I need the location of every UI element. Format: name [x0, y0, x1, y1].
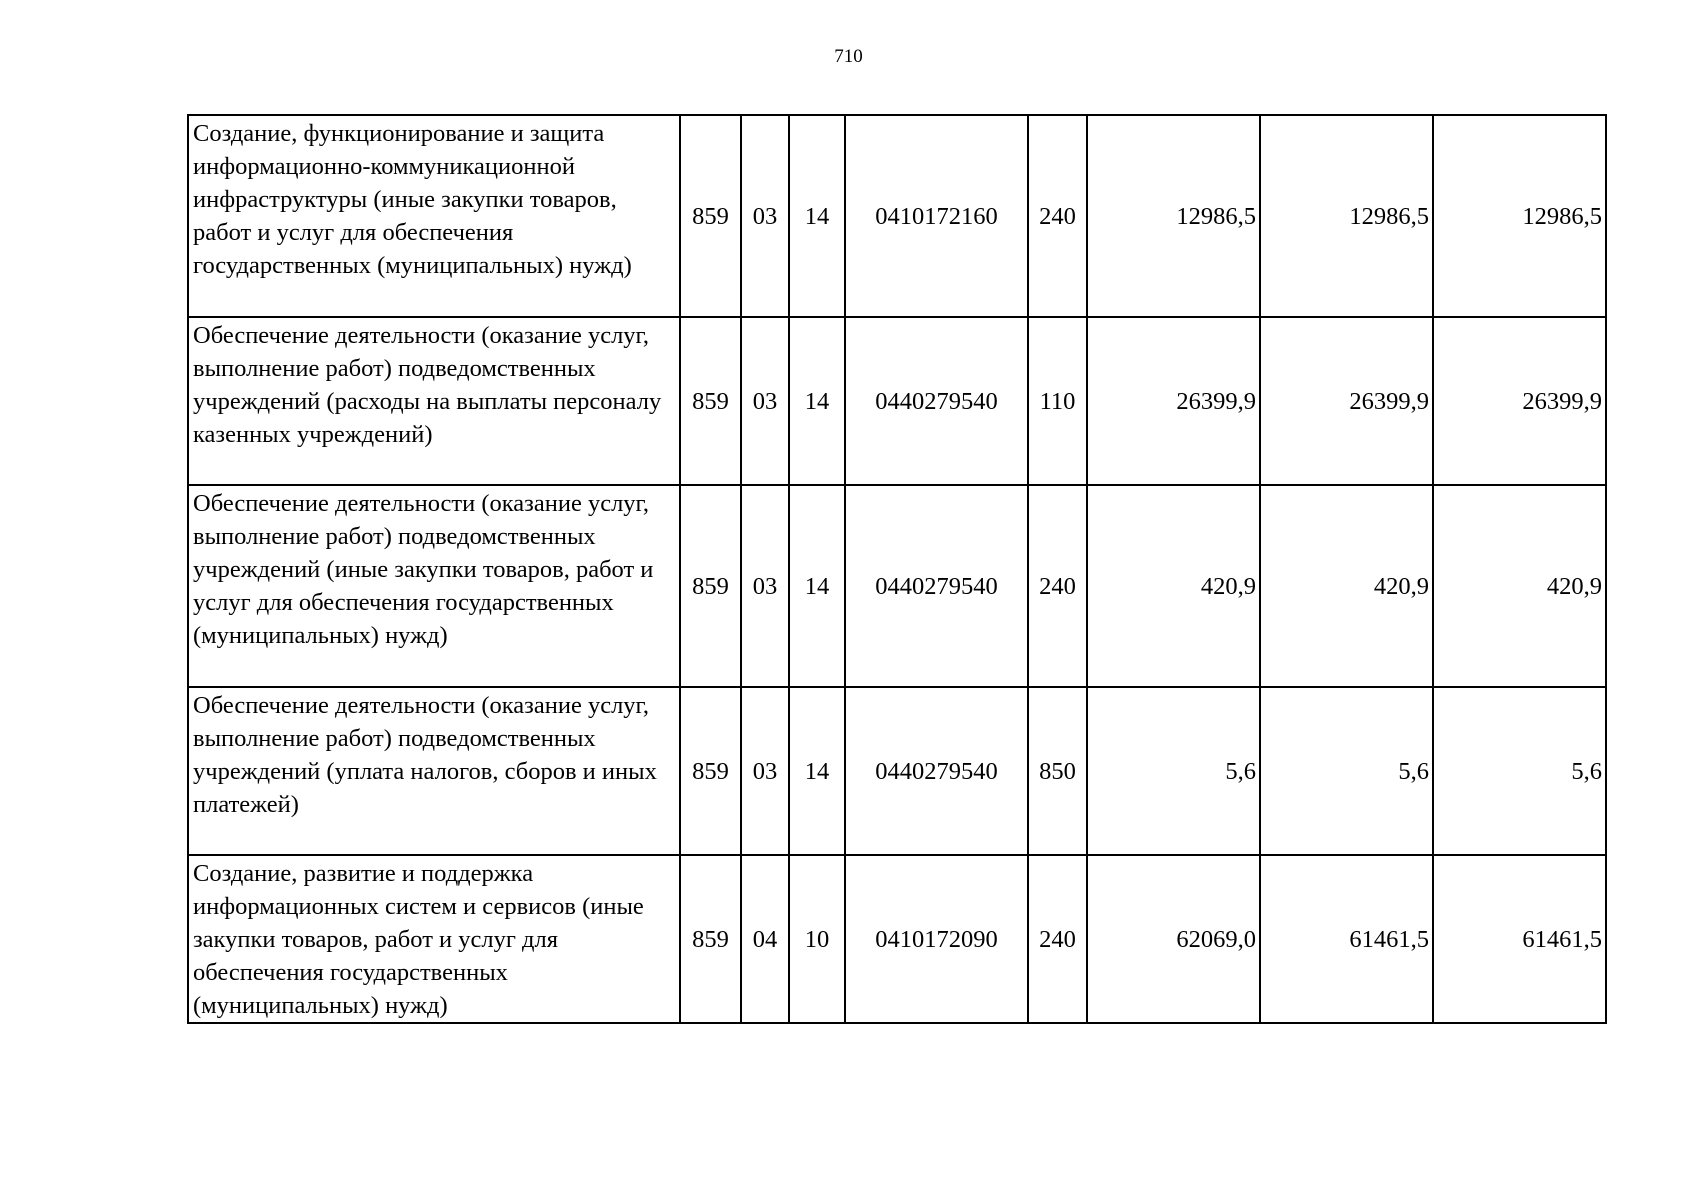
table-row	[188, 115, 1606, 317]
subsection-code: 10	[789, 855, 845, 1023]
ministry-code: 859	[680, 855, 741, 1023]
target-article-code: 0440279540	[845, 485, 1028, 687]
target-article-code: 0410172090	[845, 855, 1028, 1023]
expense-name: Обеспечение деятельности (оказание услуг, выполнение работ) подведомственных учреждений (расходы на выплаты персоналу казенных учреждений)	[188, 317, 680, 485]
expense-type-code: 850	[1028, 687, 1087, 855]
amount-year-3: 12986,5	[1433, 115, 1606, 317]
amount-year-2: 12986,5	[1260, 115, 1433, 317]
subsection-code: 14	[789, 485, 845, 687]
expense-type-code: 240	[1028, 855, 1087, 1023]
amount-year-2: 26399,9	[1260, 317, 1433, 485]
target-article-code: 0410172160	[845, 115, 1028, 317]
table-row	[188, 855, 1606, 1023]
page-number: 710	[834, 46, 863, 67]
amount-year-1: 420,9	[1087, 485, 1260, 687]
amount-year-3: 420,9	[1433, 485, 1606, 687]
expense-type-code: 110	[1028, 317, 1087, 485]
table-row	[188, 687, 1606, 855]
amount-year-1: 5,6	[1087, 687, 1260, 855]
expense-type-code: 240	[1028, 485, 1087, 687]
amount-year-2: 420,9	[1260, 485, 1433, 687]
expense-name: Обеспечение деятельности (оказание услуг, выполнение работ) подведомственных учреждений (иные закупки товаров, работ и услуг для обеспечения государственных (муниципальных) нужд)	[188, 485, 680, 687]
subsection-code: 14	[789, 317, 845, 485]
table-row	[188, 317, 1606, 485]
section-code: 03	[741, 485, 789, 687]
table-row	[188, 485, 1606, 687]
subsection-code: 14	[789, 115, 845, 317]
subsection-code: 14	[789, 687, 845, 855]
amount-year-2: 5,6	[1260, 687, 1433, 855]
amount-year-1: 12986,5	[1087, 115, 1260, 317]
amount-year-1: 26399,9	[1087, 317, 1260, 485]
ministry-code: 859	[680, 317, 741, 485]
expense-type-code: 240	[1028, 115, 1087, 317]
target-article-code: 0440279540	[845, 687, 1028, 855]
expense-name: Обеспечение деятельности (оказание услуг, выполнение работ) подведомственных учреждений (уплата налогов, сборов и иных платежей)	[188, 687, 680, 855]
expense-name: Создание, функционирование и защита информационно-коммуникационной инфраструктуры (иные закупки товаров, работ и услуг для обеспечения государственных (муниципальных) нужд)	[188, 115, 680, 317]
target-article-code: 0440279540	[845, 317, 1028, 485]
amount-year-3: 5,6	[1433, 687, 1606, 855]
expense-name: Создание, развитие и поддержка информационных систем и сервисов (иные закупки товаров, работ и услуг для обеспечения государственных (муниципальных) нужд)	[188, 855, 680, 1023]
amount-year-2: 61461,5	[1260, 855, 1433, 1023]
ministry-code: 859	[680, 485, 741, 687]
section-code: 03	[741, 687, 789, 855]
section-code: 03	[741, 115, 789, 317]
amount-year-3: 26399,9	[1433, 317, 1606, 485]
amount-year-1: 62069,0	[1087, 855, 1260, 1023]
budget-table	[187, 114, 1607, 1024]
ministry-code: 859	[680, 115, 741, 317]
amount-year-3: 61461,5	[1433, 855, 1606, 1023]
section-code: 04	[741, 855, 789, 1023]
section-code: 03	[741, 317, 789, 485]
ministry-code: 859	[680, 687, 741, 855]
